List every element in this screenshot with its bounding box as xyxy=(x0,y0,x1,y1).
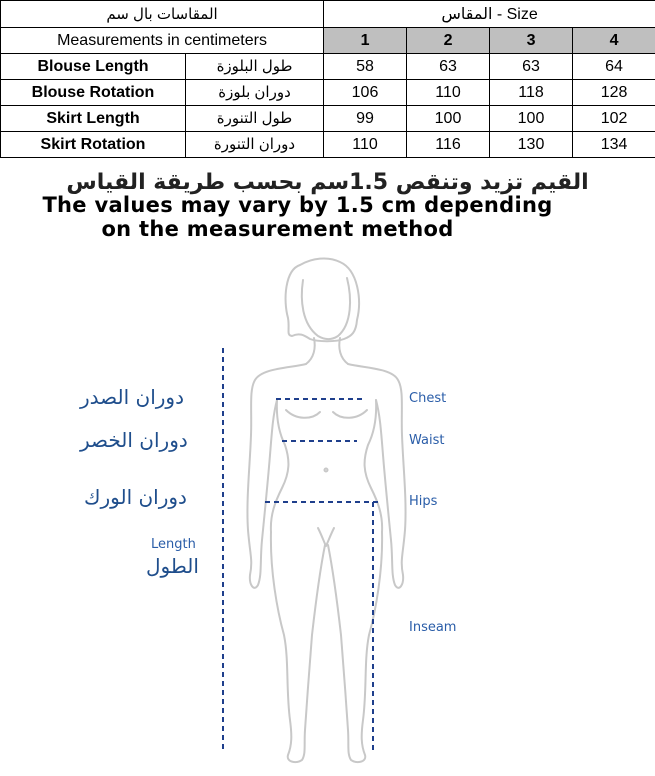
size-1: 1 xyxy=(324,28,407,54)
hips-label-arabic: دوران الورك xyxy=(84,485,187,509)
tolerance-note-line2: on the measurement method xyxy=(101,217,454,241)
size-2: 2 xyxy=(407,28,490,54)
table-cell: 102 xyxy=(573,106,655,132)
row-label-en: Skirt Length xyxy=(1,106,186,132)
chest-label-arabic: دوران الصدر xyxy=(80,385,184,409)
row-label-en: Blouse Length xyxy=(1,54,186,80)
table-cell: 134 xyxy=(573,132,655,158)
size-4: 4 xyxy=(573,28,655,54)
length-label-arabic: الطول xyxy=(146,554,199,578)
chest-label-english: Chest xyxy=(409,391,447,406)
table-cell: 130 xyxy=(490,132,573,158)
table-cell: 116 xyxy=(407,132,490,158)
table-cell: 106 xyxy=(324,80,407,106)
row-label-en: Blouse Rotation xyxy=(1,80,186,106)
table-row xyxy=(1,54,655,80)
table-cell: 58 xyxy=(324,54,407,80)
table-cell: 63 xyxy=(407,54,490,80)
row-label-ar: دوران بلوزة xyxy=(186,80,324,106)
table-cell: 110 xyxy=(407,80,490,106)
tolerance-note-arabic: القيم تزيد وتنقص 1.5سم بحسب طريقة القياس xyxy=(66,170,589,195)
row-label-ar: طول البلوزة xyxy=(186,54,324,80)
measurement-guides xyxy=(223,348,378,750)
size-table xyxy=(0,0,655,158)
body-outline xyxy=(247,258,405,762)
table-cell: 100 xyxy=(490,106,573,132)
table-row xyxy=(1,132,655,158)
header-size: المقاس - Size xyxy=(324,1,655,28)
table-cell: 99 xyxy=(324,106,407,132)
tolerance-note-line1: The values may vary by 1.5 cm depending xyxy=(42,193,553,217)
inseam-label-english: Inseam xyxy=(409,620,457,635)
waist-label-arabic: دوران الخصر xyxy=(80,428,188,452)
table-cell: 110 xyxy=(324,132,407,158)
header-measurements: Measurements in centimeters xyxy=(1,28,324,54)
table-cell: 64 xyxy=(573,54,655,80)
header-arabic: المقاسات بال سم xyxy=(1,1,324,28)
row-label-en: Skirt Rotation xyxy=(1,132,186,158)
table-cell: 100 xyxy=(407,106,490,132)
row-label-ar: طول التنورة xyxy=(186,106,324,132)
waist-label-english: Waist xyxy=(409,433,445,448)
table-cell: 128 xyxy=(573,80,655,106)
table-row xyxy=(1,80,655,106)
table-cell: 63 xyxy=(490,54,573,80)
table-row xyxy=(1,106,655,132)
length-label-english: Length xyxy=(151,537,196,552)
size-3: 3 xyxy=(490,28,573,54)
hips-label-english: Hips xyxy=(409,494,438,509)
row-label-ar: دوران التنورة xyxy=(186,132,324,158)
table-cell: 118 xyxy=(490,80,573,106)
